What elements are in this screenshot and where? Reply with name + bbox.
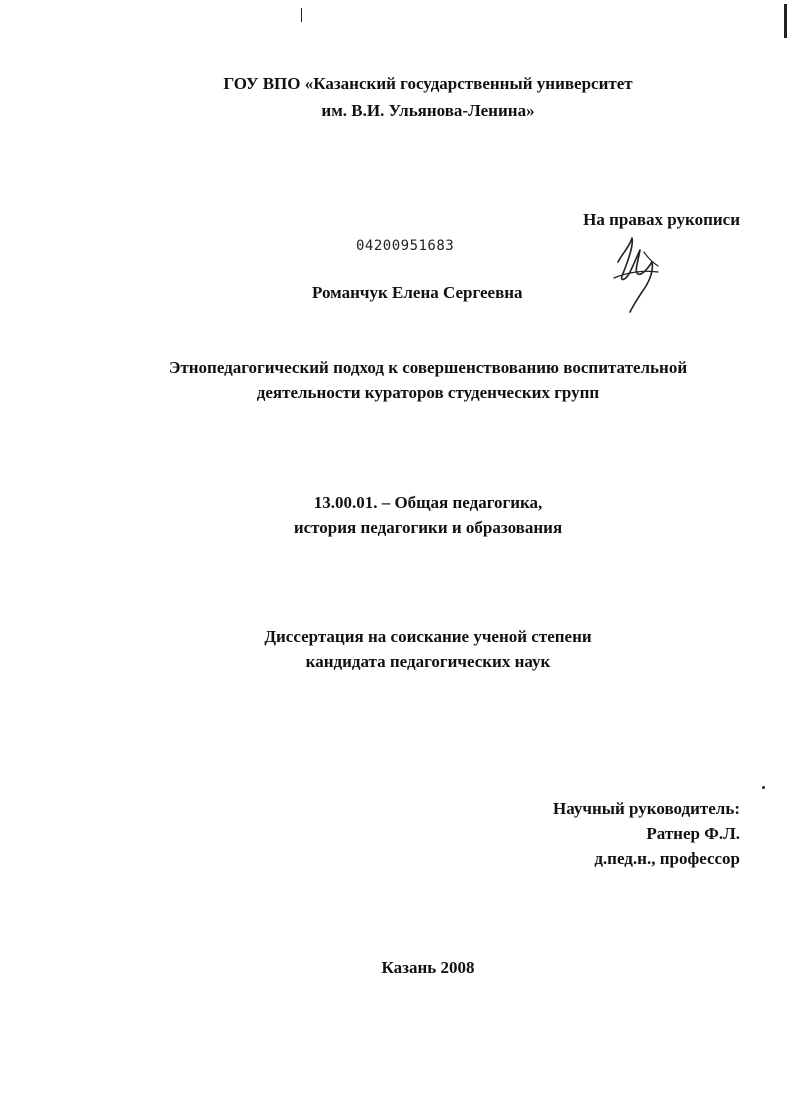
manuscript-note: На правах рукописи xyxy=(583,210,740,229)
specialty-line-1: 13.00.01. – Общая педагогика, xyxy=(313,493,543,512)
scan-dot xyxy=(762,786,765,789)
scan-mark-top xyxy=(301,8,302,22)
degree-line-2: кандидата педагогических наук xyxy=(305,652,551,671)
specialty-line-2: история педагогики и образования xyxy=(293,518,563,537)
scan-mark-corner xyxy=(784,4,787,38)
supervisor-credentials: д.пед.н., профессор xyxy=(594,849,740,868)
institution-line-2: им. В.И. Ульянова-Ленина» xyxy=(321,101,535,120)
signature-icon xyxy=(608,232,668,314)
title-line-1: Этнопедагогический подход к совершенствованию воспитательной xyxy=(168,358,688,377)
registration-number: 04200951683 xyxy=(356,238,455,254)
institution-line-1: ГОУ ВПО «Казанский государственный университет xyxy=(223,74,633,93)
supervisor-name: Ратнер Ф.Л. xyxy=(646,824,740,843)
degree-line-1: Диссертация на соискание ученой степени xyxy=(264,627,592,646)
supervisor-label: Научный руководитель: xyxy=(553,799,740,818)
city-year: Казань 2008 xyxy=(381,958,475,977)
title-line-2: деятельности кураторов студенческих групп xyxy=(256,383,600,402)
author-name: Романчук Елена Сергеевна xyxy=(312,283,523,302)
